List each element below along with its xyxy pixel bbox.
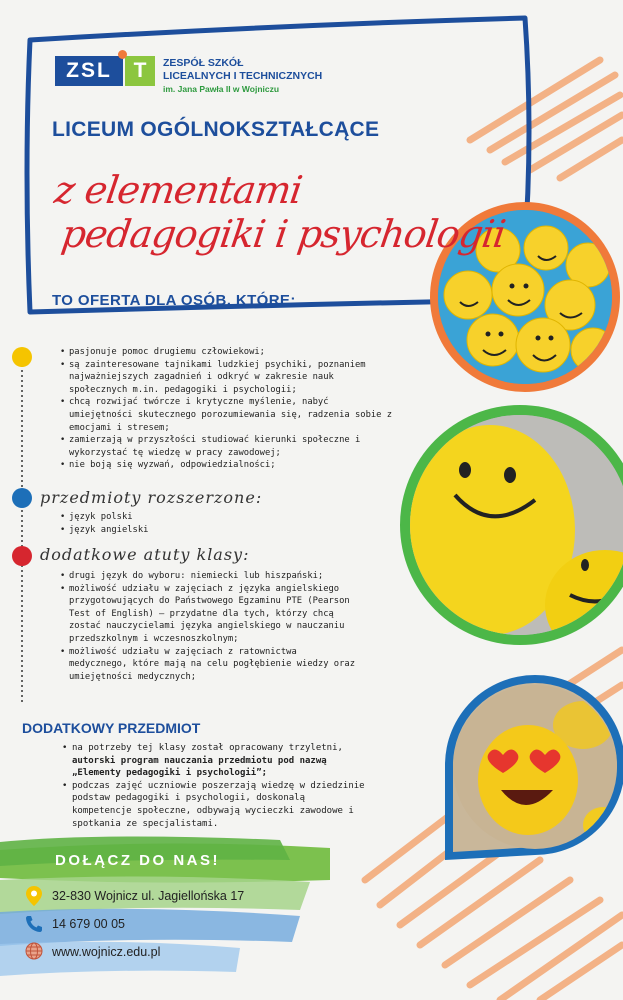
assets-list (60, 570, 355, 683)
list-item: • podczas zajęć uczniowie poszerzają wiedzę w dziedzinie podstaw pedagogiki i psychologii, doskonalą kompetencje społeczne, odbywają wycieczki zawodowe i spotkania ze specjalistami. (62, 780, 368, 830)
script-line-2: pedagogiki i psychologii (58, 212, 508, 256)
list-item: • drugi język do wyboru: niemiecki lub hiszpański; (60, 570, 355, 583)
school-logo (55, 56, 155, 86)
list-item: • chcą rozwijać twórcze i krytyczne myślenie, nabyć umiejętności skutecznego porozumiewania się, radzenia sobie z emocjami i stresem; (60, 396, 396, 434)
extended-heading: przedmioty rozszerzone: (40, 488, 263, 507)
list-item: • są zainteresowane tajnikami ludzkiej psychiki, poznaniem najważniejszych zagadnień i odkryć w zakresie nauk społecznych m.in. pedagogiki i psychologii; (60, 359, 396, 397)
extra-list (62, 742, 368, 830)
list-item: • na potrzeby tej klasy został opracowany trzyletni, autorski program nauczania przedmiotu pod nazwą „Elementy pedagogiki i psychologii”; (62, 742, 368, 780)
globe-icon (25, 942, 43, 960)
script-line-1: z elementami (51, 168, 305, 212)
address-text: 32-830 Wojnicz ul. Jagiellońska 17 (52, 889, 245, 903)
heart-eyes-smiley-photo (453, 685, 617, 849)
list-item: • nie boją się wyzwań, odpowiedzialności; (60, 459, 396, 472)
assets-heading: dodatkowe atuty klasy: (40, 545, 250, 564)
logo-t: T (125, 56, 155, 86)
list-item: • pasjonuje pomoc drugiemu człowiekowi; (60, 346, 396, 359)
smiley-egg-photo (410, 415, 623, 635)
offer-list (60, 346, 396, 472)
blue-marker (12, 488, 32, 508)
extended-list (60, 511, 360, 536)
join-us-banner: DOŁĄCZ DO NAS! (55, 852, 220, 869)
location-pin-icon (26, 886, 42, 906)
school-name: ZESPÓŁ SZKÓŁ LICEALNYCH I TECHNICZNYCH im. Jana Pawła II w Wojniczu (163, 57, 323, 94)
extra-subject-heading: DODATKOWY PRZEDMIOT (22, 720, 201, 736)
offer-heading: TO OFERTA DLA OSÓB, KTÓRE: (52, 292, 296, 309)
list-item: • język angielski (60, 524, 360, 537)
list-item: • język polski (60, 511, 360, 524)
red-marker (12, 546, 32, 566)
phone-text: 14 679 00 05 (52, 917, 125, 931)
list-item: • zamierzają w przyszłości studiować kierunki społeczne i wykorzystać tę wiedzę w pracy zawodowej; (60, 434, 396, 459)
list-item: • możliwość udziału w zajęciach z języka angielskiego przygotowujących do Państwowego Egzaminu PTE (Pearson Test of English) – przydatne dla tych, którzy chcą zostać nauczycielami języka angielskiego w nauczaniu przedszkolnym i wczesnoszkolnym; (60, 583, 355, 646)
website-link[interactable]: www.wojnicz.edu.pl (52, 945, 161, 959)
page-title: LICEUM OGÓLNOKSZTAŁCĄCE (52, 118, 380, 141)
yellow-marker (12, 347, 32, 367)
phone-icon (25, 915, 43, 933)
logo-zsl: ZSL (55, 56, 123, 86)
list-item: • możliwość udziału w zajęciach z ratownictwa medycznego, które mają na celu pogłębienie wiedzy oraz umiejętności medycznych; (60, 646, 355, 684)
